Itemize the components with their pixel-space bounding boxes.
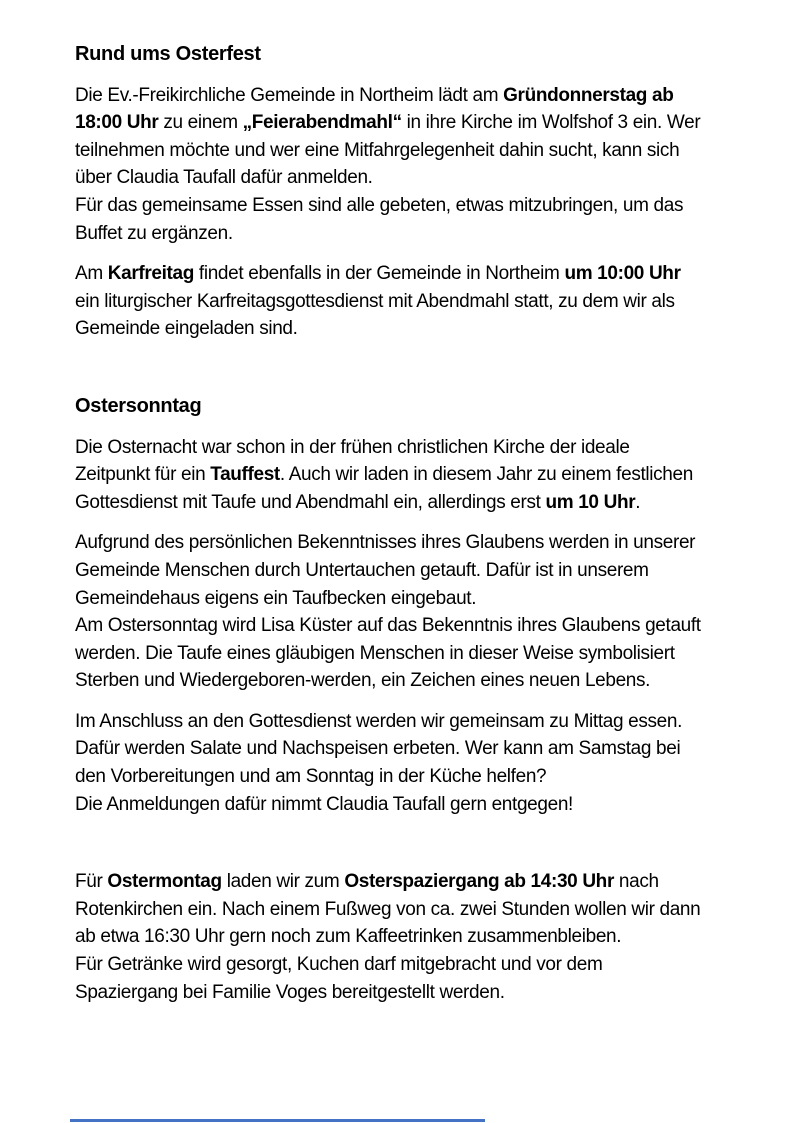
heading-ostersonntag: Ostersonntag (75, 394, 202, 417)
text-line (75, 979, 756, 1007)
text-line (75, 220, 756, 248)
bold-text-run: Ostermontag (107, 871, 222, 893)
text-line (75, 192, 756, 220)
text-run: teilnehmen möchte und wer eine Mitfahrgelegenheit dahin sucht, kann sich (75, 139, 680, 161)
text-line (75, 923, 756, 951)
text-line (75, 529, 756, 557)
text-run: Für das gemeinsame Essen sind alle gebeten, etwas mitzubringen, um das (75, 194, 684, 216)
text-run: Die Osternacht war schon in der frühen christlichen Kirche der ideale (75, 436, 630, 458)
text-run: . (635, 491, 641, 513)
text-line (75, 260, 756, 288)
paragraph (75, 82, 756, 248)
bold-text-run: Osterspaziergang ab 14:30 Uhr (344, 871, 614, 893)
text-line (75, 896, 756, 924)
text-run: in ihre Kirche im Wolfshof 3 ein. Wer (401, 112, 701, 134)
bold-text-run: 18:00 Uhr (75, 112, 159, 134)
bold-text-run: „Feierabendmahl“ (242, 112, 402, 134)
text-run: Am (75, 263, 108, 285)
text-run: Dafür werden Salate und Nachspeisen erbeten. Wer kann am Samstag bei (75, 738, 681, 760)
text-line (75, 557, 756, 585)
text-line (75, 164, 756, 192)
paragraph (75, 868, 756, 1006)
text-run: . Auch wir laden in diesem Jahr zu einem festlichen (279, 464, 693, 486)
text-run: Im Anschluss an den Gottesdienst werden wir gemeinsam zu Mittag essen. (75, 710, 683, 732)
text-line (75, 315, 756, 343)
text-run: Gemeinde eingeladen sind. (75, 318, 298, 340)
paragraph (75, 708, 756, 818)
text-run: laden wir zum (221, 871, 345, 893)
text-line (75, 708, 756, 736)
text-run: findet ebenfalls in der Gemeinde in Northeim (193, 263, 565, 285)
text-line (75, 640, 756, 668)
text-run: ein liturgischer Karfreitagsgottesdienst mit Abendmahl statt, zu dem wir als (75, 290, 675, 312)
text-line (75, 288, 756, 316)
paragraph (75, 260, 756, 343)
paragraph (75, 434, 756, 517)
text-line (75, 137, 756, 165)
bold-text-run: Gründonnerstag ab (503, 84, 674, 106)
text-line (75, 489, 756, 517)
text-line (75, 612, 756, 640)
vertical-spacer (75, 818, 756, 855)
heading-rund-ums-osterfest: Rund ums Osterfest (75, 43, 261, 65)
text-run: Buffet zu ergänzen. (75, 222, 233, 244)
text-line (75, 82, 756, 110)
bold-text-run: Tauffest (210, 464, 280, 486)
vertical-spacer (75, 343, 756, 380)
text-run: Gemeinde Menschen durch Untertauchen getauft. Dafür ist in unserem (75, 559, 649, 581)
text-run: Rotenkirchen ein. Nach einem Fußweg von ca. zwei Stunden wollen wir dann (75, 898, 701, 920)
text-run: nach (614, 871, 659, 893)
text-run: Die Anmeldungen dafür nimmt Claudia Taufall gern entgegen! (75, 793, 573, 815)
text-run: Zeitpunkt für ein (75, 464, 211, 486)
text-run: Gemeindehaus eigens ein Taufbecken eingebaut. (75, 587, 477, 609)
bottom-accent-line (70, 1119, 485, 1122)
bold-text-run: Karfreitag (107, 263, 194, 285)
text-line (75, 951, 756, 979)
text-line (75, 763, 756, 791)
bold-text-run: um 10:00 Uhr (564, 263, 681, 285)
text-run: den Vorbereitungen und am Sonntag in der Küche helfen? (75, 766, 547, 788)
text-run: Sterben und Wiedergeboren-werden, ein Zeichen eines neuen Lebens. (75, 670, 651, 692)
bold-text-run: um 10 Uhr (545, 491, 636, 513)
text-run: Die Ev.-Freikirchliche Gemeinde in Northeim lädt am (75, 84, 504, 106)
text-run: Für Getränke wird gesorgt, Kuchen darf mitgebracht und vor dem (75, 954, 603, 976)
text-run: Spaziergang bei Familie Voges bereitgestellt werden. (75, 981, 505, 1003)
text-run: Am Ostersonntag wird Lisa Küster auf das Bekenntnis ihres Glaubens getauft (75, 615, 701, 637)
text-line (75, 109, 756, 137)
text-run: werden. Die Taufe eines gläubigen Menschen in dieser Weise symbolisiert (75, 642, 675, 664)
text-line (75, 868, 756, 896)
text-line (75, 791, 756, 819)
text-line (75, 667, 756, 695)
text-line (75, 461, 756, 489)
text-run: Für (75, 871, 108, 893)
text-run: Gottesdienst mit Taufe und Abendmahl ein, allerdings erst (75, 491, 546, 513)
text-line (75, 434, 756, 462)
text-line (75, 585, 756, 613)
text-run: ab etwa 16:30 Uhr gern noch zum Kaffeetrinken zusammenbleiben. (75, 926, 622, 948)
text-run: Aufgrund des persönlichen Bekenntnisses ihres Glaubens werden in unserer (75, 532, 696, 554)
text-line (75, 735, 756, 763)
text-run: über Claudia Taufall dafür anmelden. (75, 167, 373, 189)
text-run: zu einem (158, 112, 243, 134)
paragraph (75, 529, 756, 695)
